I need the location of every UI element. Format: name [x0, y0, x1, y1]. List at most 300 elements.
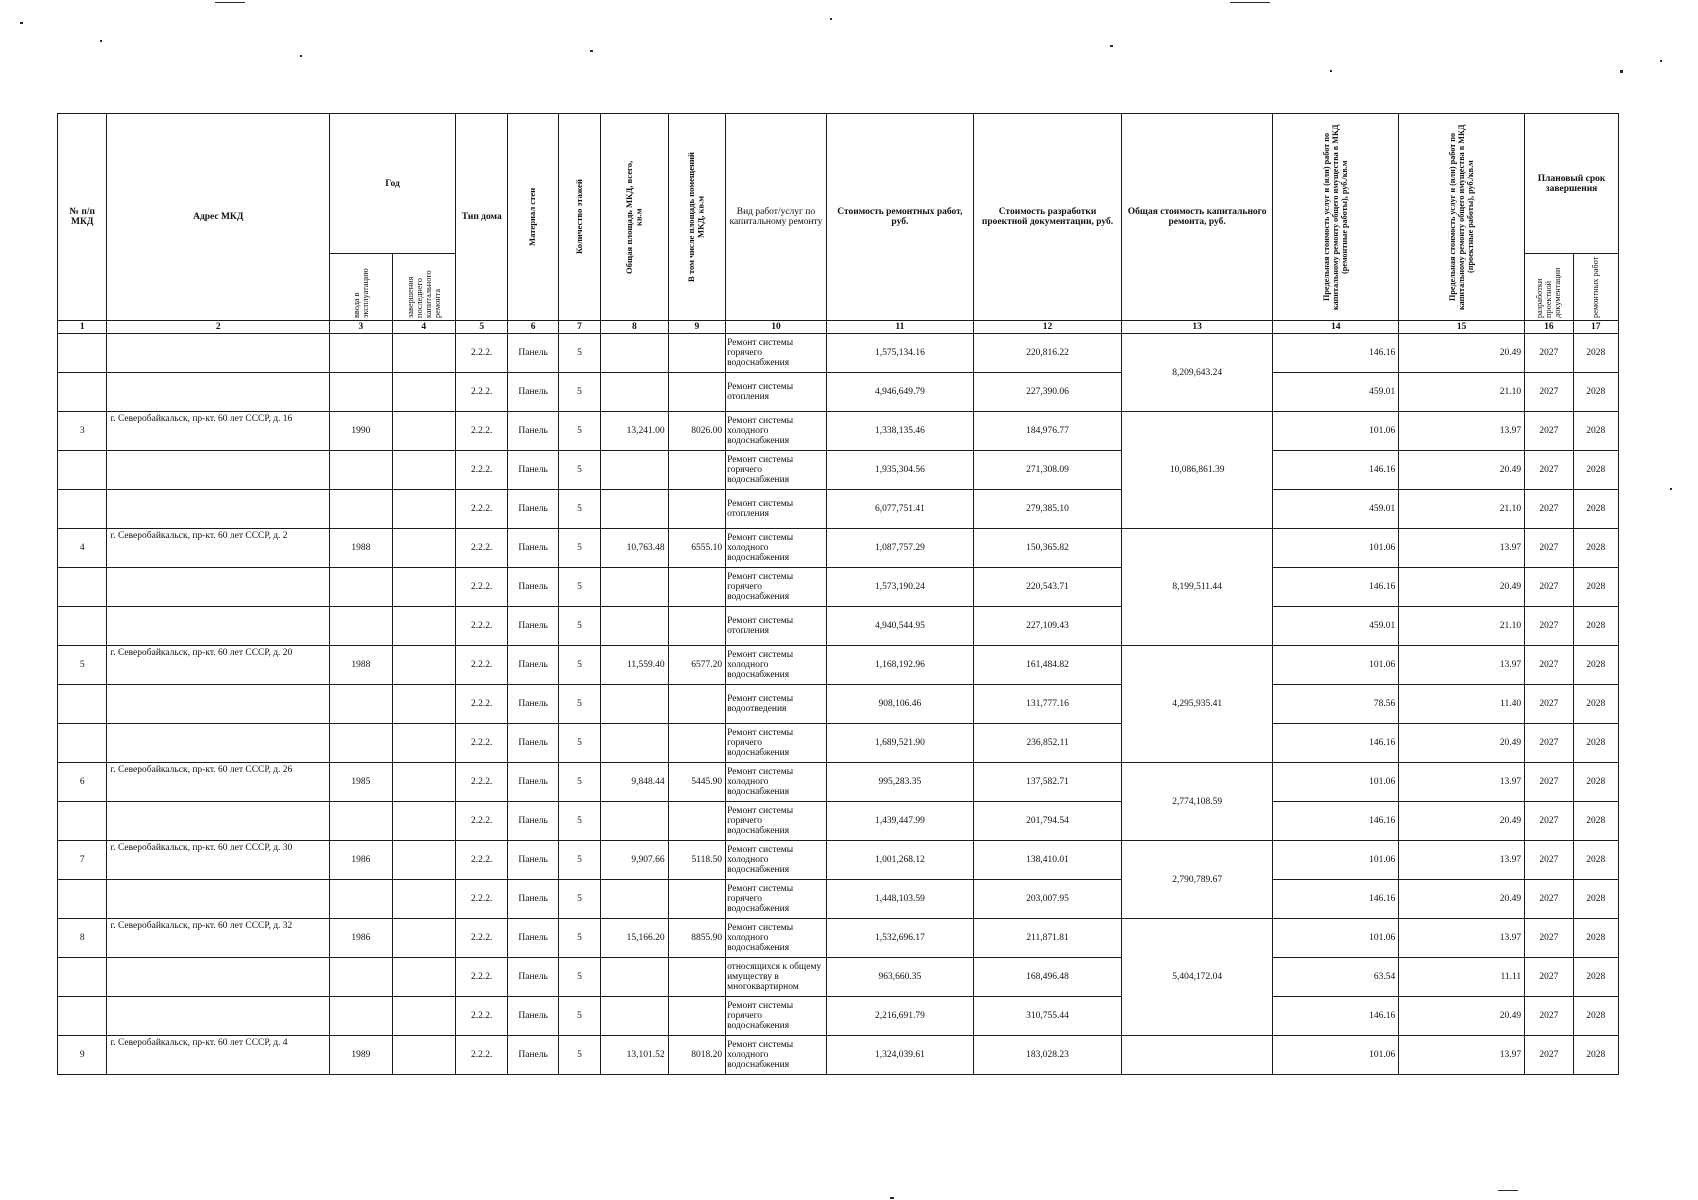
limit-repair: 146.16: [1273, 880, 1399, 919]
table-row: [58, 412, 1619, 451]
table-row: [58, 919, 1619, 958]
scan-speck: [830, 18, 832, 20]
scan-speck: [1230, 2, 1270, 3]
address-cell: [107, 490, 330, 529]
year-commission: [330, 334, 392, 373]
col-subheader-plan-design: разработки проектной документации: [1525, 254, 1573, 321]
plan-repair-year: 2028: [1573, 412, 1619, 451]
limit-repair: 101.06: [1273, 646, 1399, 685]
work-type: относящихся к общему имуществу в многоквартирном: [726, 958, 827, 997]
house-type: 2.2.2.: [456, 1036, 508, 1075]
plan-repair-year: 2028: [1573, 1036, 1619, 1075]
row-number: [58, 724, 107, 763]
house-type: 2.2.2.: [456, 646, 508, 685]
repair-cost: 1,532,696.17: [826, 919, 973, 958]
repair-cost: 2,216,691.79: [826, 997, 973, 1036]
total-area: [601, 373, 669, 412]
limit-repair: 459.01: [1273, 490, 1399, 529]
repair-cost: 1,448,103.59: [826, 880, 973, 919]
column-number: 5: [456, 321, 508, 334]
premises-area: [668, 958, 725, 997]
wall-material: Панель: [508, 334, 558, 373]
year-last-repair: [392, 490, 455, 529]
year-last-repair: [392, 568, 455, 607]
total-area: [601, 490, 669, 529]
total-area: 13,241.00: [601, 412, 669, 451]
row-number: [58, 373, 107, 412]
design-cost: 131,777.16: [973, 685, 1121, 724]
plan-repair-year: 2028: [1573, 802, 1619, 841]
work-type: Ремонт системы горячего водоснабжения: [726, 802, 827, 841]
total-area: [601, 451, 669, 490]
total-area: [601, 802, 669, 841]
row-number: [58, 451, 107, 490]
limit-design: 11.40: [1399, 685, 1525, 724]
scan-speck: [890, 1197, 894, 1199]
wall-material: Панель: [508, 490, 558, 529]
col-header-plan-term: Плановый срок завершения: [1525, 114, 1619, 254]
plan-design-year: 2027: [1525, 412, 1573, 451]
limit-repair: 146.16: [1273, 334, 1399, 373]
floors: 5: [558, 724, 600, 763]
plan-repair-year: 2028: [1573, 568, 1619, 607]
address-cell: г. Северобайкальск, пр-кт. 60 лет СССР, д. 16: [107, 412, 330, 451]
limit-design: 13.97: [1399, 412, 1525, 451]
repair-cost: 6,077,751.41: [826, 490, 973, 529]
work-type: Ремонт системы горячего водоснабжения: [726, 997, 827, 1036]
design-cost: 137,582.71: [973, 763, 1121, 802]
wall-material: Панель: [508, 607, 558, 646]
floors: 5: [558, 334, 600, 373]
premises-area: 5445.90: [668, 763, 725, 802]
row-number: [58, 568, 107, 607]
total-area: 15,166.20: [601, 919, 669, 958]
year-commission: 1990: [330, 412, 392, 451]
total-area: [601, 685, 669, 724]
premises-area: [668, 451, 725, 490]
limit-repair: 459.01: [1273, 607, 1399, 646]
plan-repair-year: 2028: [1573, 841, 1619, 880]
year-commission: [330, 802, 392, 841]
col-header-floors: Количество этажей: [558, 114, 600, 321]
house-type: 2.2.2.: [456, 412, 508, 451]
plan-design-year: 2027: [1525, 997, 1573, 1036]
year-commission: [330, 997, 392, 1036]
year-last-repair: [392, 841, 455, 880]
repair-cost: 1,575,134.16: [826, 334, 973, 373]
floors: 5: [558, 958, 600, 997]
year-commission: 1986: [330, 919, 392, 958]
address-cell: [107, 373, 330, 412]
total-area: [601, 607, 669, 646]
plan-design-year: 2027: [1525, 841, 1573, 880]
floors: 5: [558, 763, 600, 802]
repair-cost: 1,168,192.96: [826, 646, 973, 685]
year-commission: [330, 880, 392, 919]
limit-design: 20.49: [1399, 724, 1525, 763]
floors: 5: [558, 568, 600, 607]
plan-repair-year: 2028: [1573, 724, 1619, 763]
premises-area: 8026.00: [668, 412, 725, 451]
floors: 5: [558, 451, 600, 490]
house-type: 2.2.2.: [456, 334, 508, 373]
col-header-work-type: Вид работ/услуг по капитальному ремонту: [726, 114, 827, 321]
premises-area: [668, 373, 725, 412]
limit-design: 13.97: [1399, 1036, 1525, 1075]
table-row: [58, 685, 1619, 724]
repair-cost: 908,106.46: [826, 685, 973, 724]
limit-design: 13.97: [1399, 646, 1525, 685]
table-row: [58, 646, 1619, 685]
wall-material: Панель: [508, 841, 558, 880]
premises-area: 6577.20: [668, 646, 725, 685]
house-type: 2.2.2.: [456, 880, 508, 919]
floors: 5: [558, 529, 600, 568]
year-commission: [330, 451, 392, 490]
plan-design-year: 2027: [1525, 919, 1573, 958]
house-type: 2.2.2.: [456, 997, 508, 1036]
table-row: [58, 529, 1619, 568]
col-header-total-cost: Общая стоимость капитального ремонта, руб.: [1122, 114, 1273, 321]
row-number: 7: [58, 841, 107, 880]
wall-material: Панель: [508, 646, 558, 685]
row-number: [58, 685, 107, 724]
row-number: [58, 880, 107, 919]
total-cost: 4,295,935.41: [1122, 646, 1273, 763]
table-row: [58, 763, 1619, 802]
row-number: 6: [58, 763, 107, 802]
floors: 5: [558, 802, 600, 841]
column-number: 8: [601, 321, 669, 334]
plan-design-year: 2027: [1525, 334, 1573, 373]
scan-speck: [1330, 70, 1332, 72]
limit-repair: 101.06: [1273, 1036, 1399, 1075]
table-row: [58, 1036, 1619, 1075]
year-commission: [330, 685, 392, 724]
house-type: 2.2.2.: [456, 919, 508, 958]
design-cost: 183,028.23: [973, 1036, 1121, 1075]
limit-repair: 146.16: [1273, 802, 1399, 841]
column-number: 12: [973, 321, 1121, 334]
repair-cost: 963,660.35: [826, 958, 973, 997]
plan-design-year: 2027: [1525, 373, 1573, 412]
year-commission: 1989: [330, 1036, 392, 1075]
limit-repair: 146.16: [1273, 568, 1399, 607]
year-commission: [330, 490, 392, 529]
work-type: Ремонт системы горячего водоснабжения: [726, 568, 827, 607]
house-type: 2.2.2.: [456, 451, 508, 490]
column-number: 2: [107, 321, 330, 334]
address-cell: г. Северобайкальск, пр-кт. 60 лет СССР, д. 30: [107, 841, 330, 880]
table-row: [58, 334, 1619, 373]
premises-area: 6555.10: [668, 529, 725, 568]
design-cost: 220,816.22: [973, 334, 1121, 373]
wall-material: Панель: [508, 451, 558, 490]
plan-repair-year: 2028: [1573, 880, 1619, 919]
plan-repair-year: 2028: [1573, 451, 1619, 490]
limit-design: 13.97: [1399, 763, 1525, 802]
repair-cost: 1,935,304.56: [826, 451, 973, 490]
house-type: 2.2.2.: [456, 802, 508, 841]
house-type: 2.2.2.: [456, 607, 508, 646]
total-cost: 10,086,861.39: [1122, 412, 1273, 529]
repair-cost: 1,001,268.12: [826, 841, 973, 880]
year-last-repair: [392, 763, 455, 802]
premises-area: [668, 880, 725, 919]
house-type: 2.2.2.: [456, 841, 508, 880]
column-number: 17: [1573, 321, 1619, 334]
year-last-repair: [392, 919, 455, 958]
work-type: Ремонт системы отопления: [726, 607, 827, 646]
plan-repair-year: 2028: [1573, 763, 1619, 802]
plan-repair-year: 2028: [1573, 919, 1619, 958]
plan-design-year: 2027: [1525, 1036, 1573, 1075]
scan-speck: [590, 50, 593, 52]
year-commission: 1986: [330, 841, 392, 880]
address-cell: [107, 802, 330, 841]
col-header-year: Год: [330, 114, 456, 254]
table-row: [58, 958, 1619, 997]
address-cell: [107, 997, 330, 1036]
limit-design: 11.11: [1399, 958, 1525, 997]
plan-design-year: 2027: [1525, 802, 1573, 841]
floors: 5: [558, 1036, 600, 1075]
wall-material: Панель: [508, 412, 558, 451]
year-last-repair: [392, 724, 455, 763]
house-type: 2.2.2.: [456, 958, 508, 997]
row-number: 9: [58, 1036, 107, 1075]
year-last-repair: [392, 451, 455, 490]
premises-area: [668, 334, 725, 373]
design-cost: 150,365.82: [973, 529, 1121, 568]
plan-design-year: 2027: [1525, 529, 1573, 568]
design-cost: 168,496.48: [973, 958, 1121, 997]
address-cell: [107, 334, 330, 373]
col-header-total-area: Общая площадь МКД, всего, кв.м: [601, 114, 669, 321]
column-number: 16: [1525, 321, 1573, 334]
wall-material: Панель: [508, 1036, 558, 1075]
row-number: [58, 958, 107, 997]
limit-repair: 101.06: [1273, 529, 1399, 568]
year-commission: [330, 568, 392, 607]
work-type: Ремонт системы горячего водоснабжения: [726, 724, 827, 763]
design-cost: 310,755.44: [973, 997, 1121, 1036]
limit-design: 20.49: [1399, 880, 1525, 919]
scan-speck: [1670, 488, 1672, 490]
limit-design: 20.49: [1399, 997, 1525, 1036]
limit-design: 20.49: [1399, 451, 1525, 490]
col-header-limit-design: Предельная стоимость услуг и (или) работ по капитальному ремонту общего имущества в МКД (проектные работы), руб./кв.м: [1399, 114, 1525, 321]
design-cost: 161,484.82: [973, 646, 1121, 685]
address-cell: [107, 880, 330, 919]
repair-cost: 1,338,135.46: [826, 412, 973, 451]
year-commission: 1985: [330, 763, 392, 802]
limit-repair: 101.06: [1273, 412, 1399, 451]
column-number: 6: [508, 321, 558, 334]
floors: 5: [558, 685, 600, 724]
premises-area: [668, 490, 725, 529]
plan-design-year: 2027: [1525, 685, 1573, 724]
wall-material: Панель: [508, 763, 558, 802]
row-number: [58, 334, 107, 373]
limit-repair: 101.06: [1273, 919, 1399, 958]
design-cost: 184,976.77: [973, 412, 1121, 451]
scan-speck: [1620, 70, 1623, 73]
year-last-repair: [392, 646, 455, 685]
total-area: [601, 724, 669, 763]
wall-material: Панель: [508, 568, 558, 607]
premises-area: [668, 685, 725, 724]
year-last-repair: [392, 1036, 455, 1075]
address-cell: [107, 607, 330, 646]
work-type: Ремонт системы отопления: [726, 373, 827, 412]
total-cost: 8,199,511.44: [1122, 529, 1273, 646]
total-cost: 5,404,172.04: [1122, 919, 1273, 1036]
design-cost: 211,871.81: [973, 919, 1121, 958]
limit-repair: 146.16: [1273, 997, 1399, 1036]
scan-speck: [20, 22, 23, 24]
work-type: Ремонт системы водоотведения: [726, 685, 827, 724]
premises-area: [668, 607, 725, 646]
plan-design-year: 2027: [1525, 724, 1573, 763]
plan-repair-year: 2028: [1573, 958, 1619, 997]
plan-repair-year: 2028: [1573, 646, 1619, 685]
column-number: 13: [1122, 321, 1273, 334]
wall-material: Панель: [508, 373, 558, 412]
plan-design-year: 2027: [1525, 763, 1573, 802]
col-subheader-last-repair: завершения последнего капитального ремонта: [392, 254, 455, 321]
row-number: 4: [58, 529, 107, 568]
table-row: [58, 607, 1619, 646]
repair-cost: 1,324,039.61: [826, 1036, 973, 1075]
work-type: Ремонт системы отопления: [726, 490, 827, 529]
plan-repair-year: 2028: [1573, 607, 1619, 646]
row-number: [58, 490, 107, 529]
table-row: [58, 997, 1619, 1036]
address-cell: г. Северобайкальск, пр-кт. 60 лет СССР, д. 26: [107, 763, 330, 802]
work-type: Ремонт системы холодного водоснабжения: [726, 529, 827, 568]
plan-repair-year: 2028: [1573, 373, 1619, 412]
year-commission: 1988: [330, 529, 392, 568]
address-cell: [107, 958, 330, 997]
total-area: [601, 958, 669, 997]
year-commission: [330, 958, 392, 997]
table-row: [58, 373, 1619, 412]
col-header-address: Адрес МКД: [107, 114, 330, 321]
scan-speck: [1110, 45, 1113, 47]
repair-cost: 4,940,544.95: [826, 607, 973, 646]
column-number: 10: [726, 321, 827, 334]
repair-cost: 1,689,521.90: [826, 724, 973, 763]
house-type: 2.2.2.: [456, 529, 508, 568]
total-area: 13,101.52: [601, 1036, 669, 1075]
design-cost: 227,390.06: [973, 373, 1121, 412]
total-area: 9,907.66: [601, 841, 669, 880]
limit-design: 21.10: [1399, 607, 1525, 646]
floors: 5: [558, 919, 600, 958]
repair-cost: 1,439,447.99: [826, 802, 973, 841]
year-commission: [330, 724, 392, 763]
column-number-row: [58, 321, 1619, 334]
year-commission: 1988: [330, 646, 392, 685]
plan-design-year: 2027: [1525, 607, 1573, 646]
wall-material: Панель: [508, 685, 558, 724]
limit-repair: 146.16: [1273, 724, 1399, 763]
repair-cost: 4,946,649.79: [826, 373, 973, 412]
total-area: 11,559.40: [601, 646, 669, 685]
table-row: [58, 451, 1619, 490]
premises-area: 5118.50: [668, 841, 725, 880]
design-cost: 271,308.09: [973, 451, 1121, 490]
col-header-house-type: Тип дома: [456, 114, 508, 321]
year-last-repair: [392, 880, 455, 919]
work-type: Ремонт системы холодного водоснабжения: [726, 841, 827, 880]
year-commission: [330, 373, 392, 412]
wall-material: Панель: [508, 919, 558, 958]
col-subheader-plan-repair: ремонтных работ: [1573, 254, 1619, 321]
floors: 5: [558, 412, 600, 451]
work-type: Ремонт системы холодного водоснабжения: [726, 646, 827, 685]
scan-speck: [100, 40, 102, 42]
col-header-limit-repair: Предельная стоимость услуг и (или) работ по капитальному ремонту общего имущества в МКД (ремонтные работы), руб./кв.м: [1273, 114, 1399, 321]
repair-cost: 995,283.35: [826, 763, 973, 802]
year-last-repair: [392, 373, 455, 412]
wall-material: Панель: [508, 958, 558, 997]
row-number: [58, 997, 107, 1036]
table-row: [58, 568, 1619, 607]
scan-speck: [300, 55, 302, 57]
row-number: 3: [58, 412, 107, 451]
col-header-repair-cost: Стоимость ремонтных работ, руб.: [826, 114, 973, 321]
wall-material: Панель: [508, 997, 558, 1036]
limit-repair: 63.54: [1273, 958, 1399, 997]
row-number: 5: [58, 646, 107, 685]
total-area: [601, 334, 669, 373]
column-number: 15: [1399, 321, 1525, 334]
column-number: 11: [826, 321, 973, 334]
wall-material: Панель: [508, 724, 558, 763]
col-header-wall-material: Материал стен: [508, 114, 558, 321]
limit-repair: 101.06: [1273, 841, 1399, 880]
limit-repair: 146.16: [1273, 451, 1399, 490]
year-last-repair: [392, 958, 455, 997]
premises-area: 8855.90: [668, 919, 725, 958]
work-type: Ремонт системы холодного водоснабжения: [726, 412, 827, 451]
plan-repair-year: 2028: [1573, 334, 1619, 373]
total-area: [601, 997, 669, 1036]
scan-speck: [215, 2, 245, 3]
total-cost: 2,774,108.59: [1122, 763, 1273, 841]
wall-material: Панель: [508, 880, 558, 919]
header-row: [58, 114, 1619, 254]
floors: 5: [558, 841, 600, 880]
work-type: Ремонт системы холодного водоснабжения: [726, 763, 827, 802]
limit-design: 13.97: [1399, 841, 1525, 880]
table-row: [58, 841, 1619, 880]
limit-repair: 459.01: [1273, 373, 1399, 412]
plan-repair-year: 2028: [1573, 529, 1619, 568]
col-header-design-cost: Стоимость разработки проектной документации, руб.: [973, 114, 1121, 321]
year-last-repair: [392, 802, 455, 841]
premises-area: [668, 802, 725, 841]
table-row: [58, 880, 1619, 919]
plan-design-year: 2027: [1525, 568, 1573, 607]
year-last-repair: [392, 607, 455, 646]
table-row: [58, 490, 1619, 529]
limit-design: 20.49: [1399, 802, 1525, 841]
address-cell: [107, 568, 330, 607]
floors: 5: [558, 373, 600, 412]
